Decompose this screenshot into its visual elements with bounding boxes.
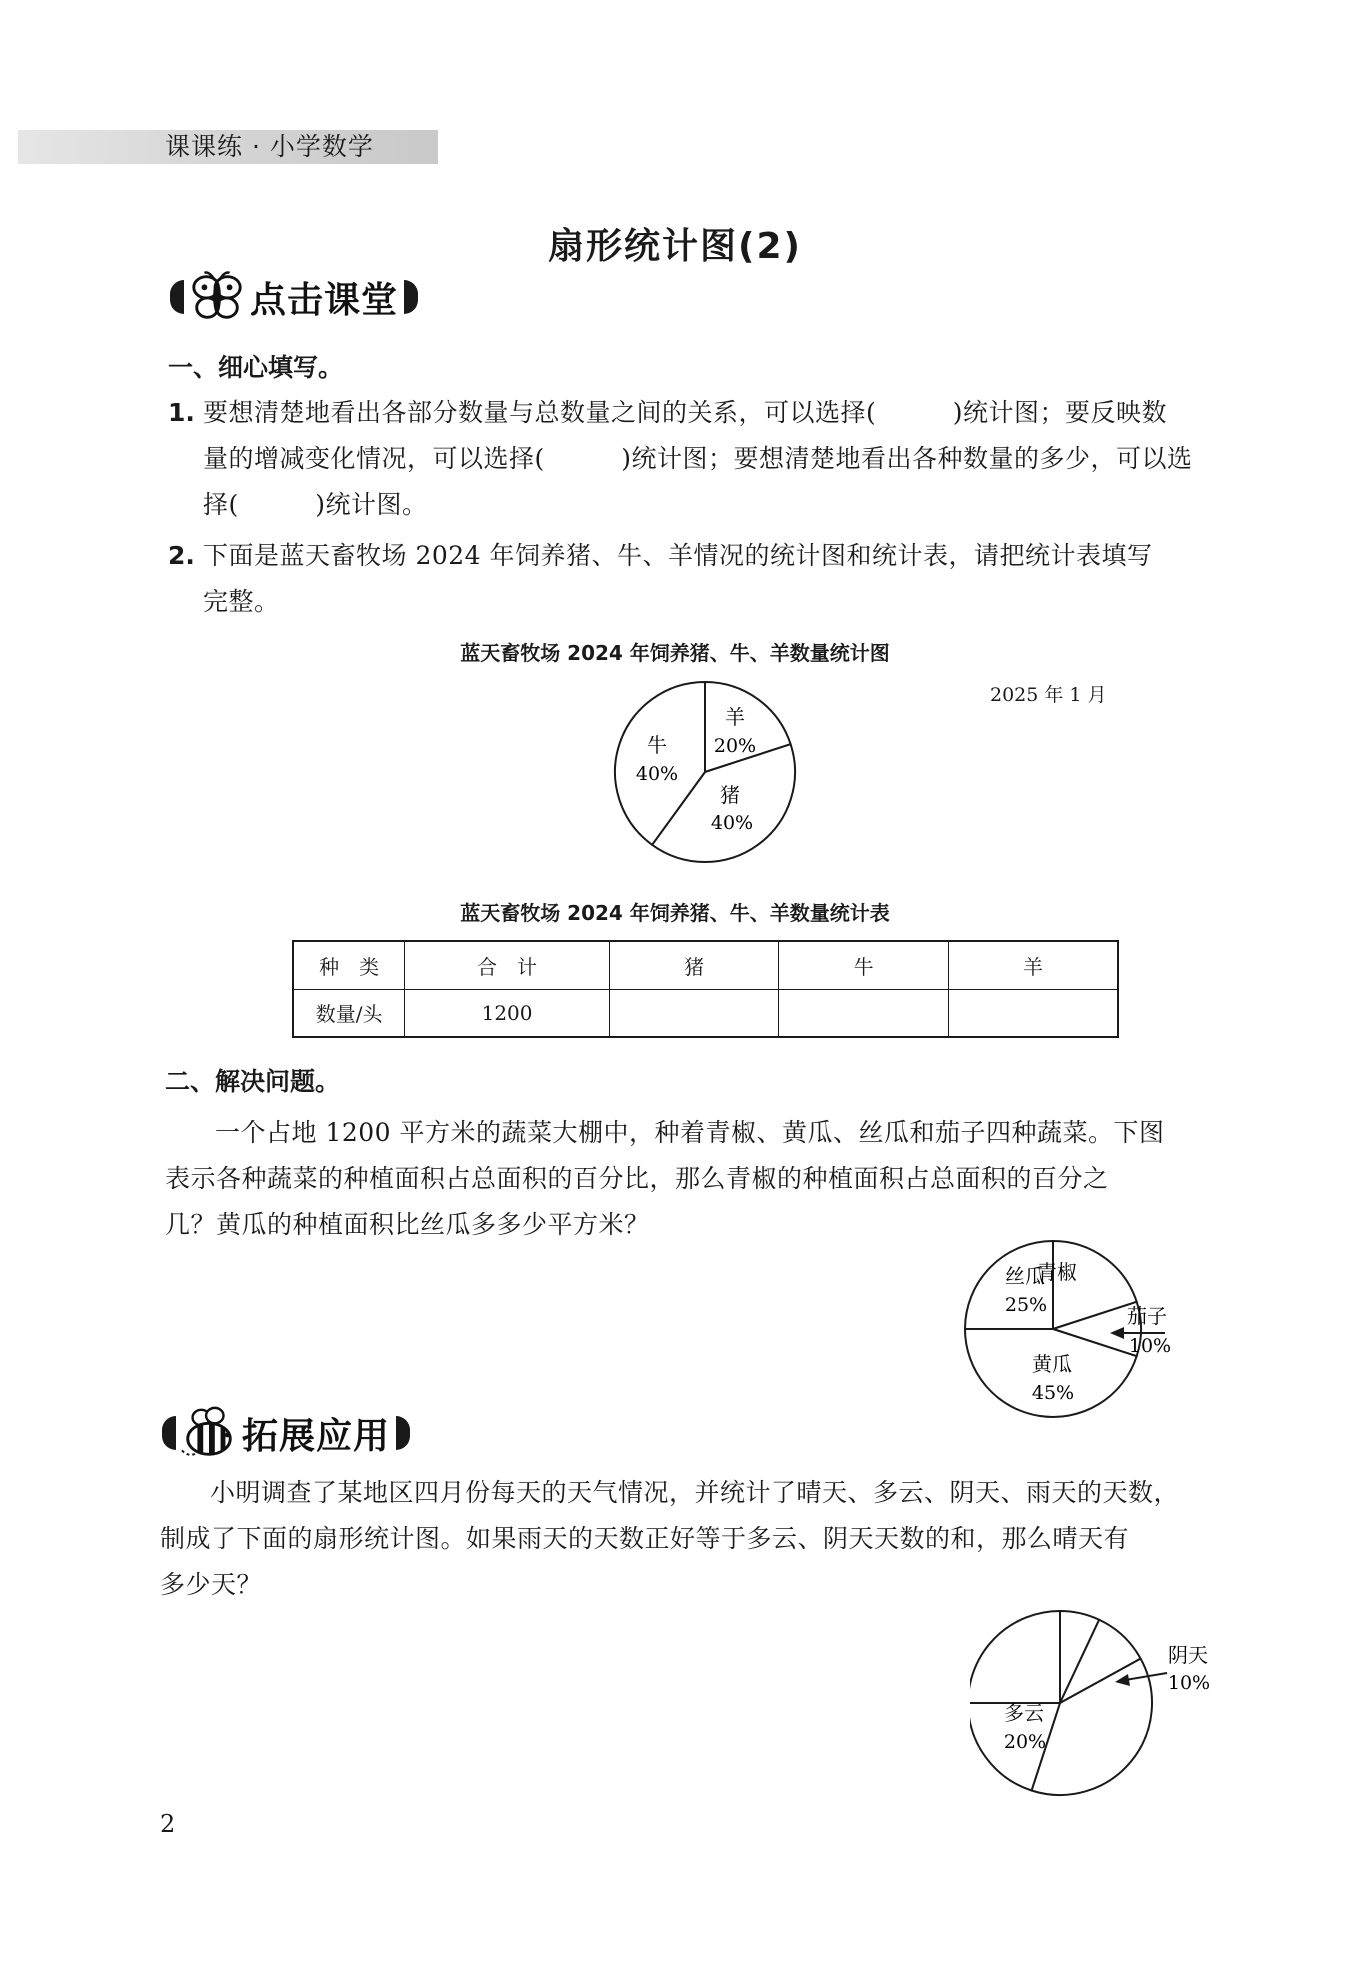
- q2-text: [203, 533, 1223, 625]
- table-header-cell: 羊: [948, 941, 1118, 989]
- pie1-label-cattle-value: 40%: [635, 763, 679, 785]
- table-row: [293, 989, 1118, 1037]
- q1-text: [203, 390, 1223, 528]
- pie1-label-sheep-name: 羊: [725, 705, 745, 729]
- banner-cap-left: [162, 1416, 176, 1450]
- pie3-slices: [970, 1611, 1152, 1795]
- pie2-label-cucumber-value: 45%: [1031, 1382, 1075, 1404]
- section3-line2: 制成了下面的扇形统计图。如果雨天的天数正好等于多云、阴天天数的和，那么晴天有: [160, 1524, 1130, 1553]
- q2-number: 2.: [168, 541, 195, 570]
- banner-classroom-label: 点击课堂: [250, 279, 399, 321]
- q1-line3: 择( )统计图。: [203, 490, 428, 519]
- pie3-label-cloudy-value: 20%: [1003, 1731, 1047, 1753]
- banner-cap-right: [404, 280, 418, 314]
- pie-chart-livestock: [605, 672, 805, 872]
- banner-cap-left: [170, 280, 184, 314]
- pie1-label-sheep-value: 20%: [713, 735, 757, 757]
- table-cell: 数量/头: [293, 989, 405, 1037]
- banner-extension-label: 拓展应用: [242, 1415, 391, 1457]
- banner-cap-right: [396, 1416, 410, 1450]
- section1-heading: 一、细心填写。: [168, 353, 344, 382]
- table-header-cell: 合 计: [405, 941, 610, 989]
- pie3-slice-4: [970, 1611, 1060, 1703]
- bee-icon: [180, 1404, 238, 1462]
- table-cell-blank[interactable]: [779, 989, 949, 1037]
- q1-line1: 要想清楚地看出各部分数量与总数量之间的关系，可以选择( )统计图；要反映数: [203, 398, 1168, 427]
- pie2-label-eggplant-value: 10%: [1128, 1335, 1172, 1357]
- pie3-label-overcast-name: 阴天: [1168, 1643, 1208, 1667]
- q2-line2: 完整。: [203, 587, 280, 616]
- section3-line1: 小明调查了某地区四月份每天的天气情况，并统计了晴天、多云、阴天、雨天的天数，: [210, 1478, 1180, 1507]
- table-header-cell: 牛: [779, 941, 949, 989]
- table-header-cell: 猪: [609, 941, 779, 989]
- page-title: 扇形统计图(2): [548, 226, 802, 267]
- series-title: 课课练 · 小学数学: [165, 132, 374, 161]
- q1-line2: 量的增减变化情况，可以选择( )统计图；要想清楚地看出各种数量的多少，可以选: [203, 444, 1193, 473]
- pie2-label-pepper-name: 青椒: [1037, 1260, 1077, 1284]
- section2-line1: 一个占地 1200 平方米的蔬菜大棚中，种着青椒、黄瓜、丝瓜和茄子四种蔬菜。下图: [215, 1118, 1165, 1147]
- butterfly-icon: [188, 268, 246, 326]
- table1-caption: 蓝天畜牧场 2024 年饲养猪、牛、羊数量统计表: [460, 901, 890, 925]
- section2-line2: 表示各种蔬菜的种植面积占总面积的百分比，那么青椒的种植面积占总面积的百分之: [165, 1164, 1109, 1193]
- section2-text: [165, 1110, 1225, 1248]
- q1-number: 1.: [168, 398, 195, 427]
- pie3-label-overcast-value: 10%: [1167, 1672, 1211, 1694]
- pie2-label-cucumber-name: 黄瓜: [1032, 1352, 1072, 1376]
- section2-line3: 几？黄瓜的种植面积比丝瓜多多少平方米？: [165, 1210, 650, 1239]
- table-cell: 1200: [405, 989, 610, 1037]
- banner-extension: [162, 1404, 410, 1462]
- section2-heading: 二、解决问题。: [165, 1067, 341, 1096]
- pie1-label-pig-value: 40%: [710, 812, 754, 834]
- section3-line3: 多少天？: [160, 1570, 263, 1599]
- pie1-label-pig-name: 猪: [720, 783, 740, 807]
- chart1-caption: 蓝天畜牧场 2024 年饲养猪、牛、羊数量统计图: [460, 641, 890, 665]
- table-cell-blank[interactable]: [948, 989, 1118, 1037]
- pie-chart-weather: [970, 1605, 1230, 1805]
- pie2-label-eggplant-name: 茄子: [1127, 1304, 1167, 1328]
- page-number: 2: [160, 1810, 176, 1838]
- banner-classroom: [170, 268, 418, 326]
- table-header-row: [293, 941, 1118, 989]
- pie-chart-vegetables: [960, 1235, 1220, 1425]
- table-header-cell: 种 类: [293, 941, 405, 989]
- pie1-label-cattle-name: 牛: [647, 733, 667, 757]
- pie2-label-loofah-value: 25%: [1004, 1294, 1048, 1316]
- pie2-label-loofah-name: 丝瓜: [1005, 1264, 1045, 1288]
- pie3-label-cloudy-name: 多云: [1004, 1701, 1044, 1725]
- livestock-table: [292, 940, 1119, 1038]
- table-cell-blank[interactable]: [609, 989, 779, 1037]
- chart1-date: 2025 年 1 月: [990, 684, 1107, 706]
- section3-text: [160, 1470, 1225, 1608]
- q2-line1: 下面是蓝天畜牧场 2024 年饲养猪、牛、羊情况的统计图和统计表，请把统计表填写: [203, 541, 1153, 570]
